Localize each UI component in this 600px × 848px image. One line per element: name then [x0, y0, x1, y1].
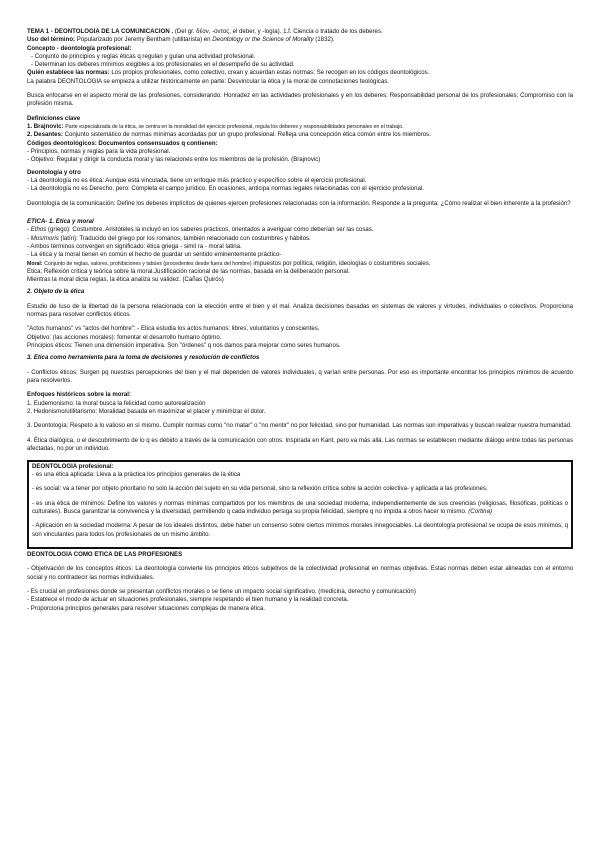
ethos-text: (griego): Costumbre. Aristóteles la incluyó en los saberes prácticos, orientados a averiguar cómo deberían ser las cosas.	[48, 226, 374, 234]
enfoque-item: 2. Hedonismo/utilitarismo: Moralidad basada en maximizar el placer y minimizar el dolor.	[27, 408, 266, 416]
uso-label: Uso del término:	[27, 36, 76, 44]
moral-text: impuestos por política, religión, ideologías o costumbres sociales.	[253, 259, 431, 267]
desantes-text: Conjunto sistemático de normas mínimas acordadas por un grupo profesional. Refleja una concepción ética común entre los miembros.	[64, 131, 431, 139]
objeto-heading: 2. Objeto de la ética	[27, 288, 85, 296]
herramienta-heading: 3. Ética como herramienta para la toma de decisiones y resolución de conflictos	[27, 354, 260, 362]
palabra-line: La palabra DEONTOLOGÍA se empieza a utilizar históricamente en parte: Desvincular la ética y la moral de connotaciones teológicas.	[27, 77, 389, 85]
uso-book: Deontology or the Science of Morality	[212, 36, 314, 44]
mos-line	[27, 235, 573, 243]
otro-item: - La deontología no es ética: Aunque está vinculada, tiene un enfoque más práctico y específico sobre el ejercicio profesional.	[27, 176, 367, 184]
codigos-item: - Principios, normas y reglas para la vida profesional.	[27, 148, 171, 156]
mos-text: (latín): Traducido del griego por los romanos, también relacionado con costumbres y hábitos.	[60, 234, 311, 242]
conflictos-paragraph: - Conflictos éticos: Surgen pq nuestras percepciones del bien y el mal dependen de valores individuales, q varían entre personas. Por eso es importante encontrar los principios mínimos de acuerdo para resolverlos.	[27, 368, 573, 385]
como-etica-item: - Es crucial en profesiones donde se presentan conflictos morales o se tiene un impacto social significativo. (medicina, derecho y comunicación)	[27, 588, 416, 596]
ethos-line	[27, 226, 573, 234]
busca-paragraph: Busca enfocarse en el aspecto moral de las profesiones, considerando: Honradez en las actividades profesionales y en los deberes; Responsabilidad personal de los profesionales; Compromiso con la profesión misma.	[27, 92, 573, 108]
box-heading: DEONTOLOGÍA profesional:	[32, 462, 114, 470]
como-etica-heading: DEONTOLOGÍA COMO ÉTICA DE LAS PROFESIONES	[27, 550, 183, 558]
definiciones-label: Definiciones clave	[27, 114, 81, 122]
etica-def-line: Ética: Reflexión crítica y teórica sobre la moral.Justificación racional de las normas, basada en la deliberación personal.	[27, 267, 350, 275]
brajnovic-line	[27, 123, 573, 131]
enfoques-label: Enfoques históricos sobre la moral:	[27, 391, 131, 399]
estudio-paragraph: Estudio de luso de la libertad de la persona relacionada con la elección entre el bien y el mal. Analiza decisiones basadas en sistemas de valores y virtudes, individuales o colectivos. Proporciona normas para resolver conflictos éticos.	[27, 302, 573, 319]
minimos-text: - es una ética de mínimos: Define los valores y normas mínimas compartidos por los miembros de una sociedad moderna, independientemente de sus creencias (religiosas, filosóficas, políticas o culturales). Busca garantizar la convivencia y la diversidad, permitiendo q cada individuo persiga su propia felicidad, siempre q no impida a otros hacer lo mismo.	[32, 499, 568, 515]
definition: 1.f. Ciencia o tratado de los deberes.	[283, 28, 383, 35]
otro-heading: Deontología y otro	[27, 168, 81, 176]
principios-line: Principios éticos: Tienen una dimensión imperativa. Son "órdenes" q nos damos para mejorar como seres humanos.	[27, 342, 341, 350]
uso-text: Popularizado por Jeremy Bentham (utilitarista) en	[76, 36, 211, 44]
moral-label: Moral:	[27, 260, 43, 267]
enfoque-item: 1. Eudemonismo: la moral busca la felicidad como autorealización	[27, 399, 206, 407]
mos-term: - Mos/moris	[27, 234, 59, 242]
etymology: (Del gr. δέον, -οντος, el deber, y -logía).	[174, 28, 282, 35]
concepto-item: - Conjunto de principios y reglas éticas q regulan y guían una actividad profesional.	[31, 52, 256, 60]
ethos-term: - Ethos	[27, 226, 47, 234]
codigos-label: Códigos deontológicos: Documentos consensuados q contienen:	[27, 139, 218, 147]
deontologia-item: 3. Deontología: Respeto a lo valioso en sí mismo. Cumplir normas como "no matar" o "no mentir" no por felicidad, sino por humanidad. Las normas son imperativas y buscan realizar nuestra humanidad.	[27, 422, 572, 430]
etica-moral-line: - La ética y la moral tienen en común el hecho de guardar un sentido eminentemente práctico-	[27, 251, 282, 259]
ambos-line: - Ambos términos convergen en significado: ética griega - simil ra - moral latina.	[27, 242, 242, 250]
moral-small: Conjunto de reglas, valores, prohibiciones y tabúes (procedentes desde fuera del hombre)	[44, 260, 252, 267]
box-item-social: - es social: va a tener por objeto prioritario no solo la acción del sujeto en su vida personal, sino la reflexión crítica sobre la acción colectiva- y aplicada a las profesiones.	[32, 485, 488, 493]
box-item-minimos	[32, 500, 568, 517]
objetivo-line: Objetivo: (las acciones morales): fomentar el desarrollo humano óptimo.	[27, 333, 222, 341]
como-etica-item: - Objetivación de los conceptos éticos: La deontología convierte los principios éticos subjetivos de la colectividad profesional en normas objetivas. Estas normas deben estar alineadas con el entorno social y no contradecir las normas individuales.	[27, 565, 573, 581]
comunicacion-paragraph: Deontología de la comunicación: Define los deberes implícitos de quienes ejercen profesiones relacionadas con la información. Responde a la pregunta: ¿Cómo realizar el bien inherente a la profesión?	[27, 199, 571, 207]
concepto-label: Concepto - deontología profesional:	[27, 44, 132, 52]
minimos-cite: (Cortina)	[468, 507, 492, 515]
mientras-line: Mientras la moral dicta reglas, la ética analiza su validez. (Cañas Quirós)	[27, 276, 224, 284]
quien-label: Quién establece las normas:	[27, 69, 110, 77]
quien-text: Los propios profesionales, como colectivo, crean y acuerdan estas normas; Se recogen en los códigos deontológicos.	[111, 69, 430, 77]
doc-title: TEMA 1 - DEONTOLOGÍA DE LA COMUNICACIÓN .	[27, 28, 174, 35]
box-item-aplicacion: - Aplicación en la sociedad moderna: A pesar de los ideales distintos, debe haber un consenso sobre ciertos mínimos morales innegociables. La deontología profesional se ocupa de esos mínimos, q son vinculantes para todos los profesionales de un mismo ámbito.	[32, 522, 568, 538]
dialogica-item: 4. Ética dialógica, o el descubrimiento de lo q es debido a través de la comunicación con otros. Inspirada en Kant, pero va más allá. Las normas se establecen mediante diálogo entre todas las personas afectadas, no por un individuo.	[27, 436, 573, 453]
como-etica-item: - Proporciona principios generales para resolver situaciones complejas de manera ética.	[27, 604, 266, 612]
desantes-label: 2. Desantes:	[27, 131, 63, 139]
doc-title-line	[27, 28, 573, 36]
moral-line	[27, 260, 573, 268]
desantes-line	[27, 131, 573, 139]
como-etica-item: - Establece el modo de actuar en situaciones profesionales, siempre respetando el bien humano y la realidad concreta.	[27, 596, 349, 604]
uso-line	[27, 36, 573, 44]
concepto-item: - Determinan los deberes mínimos exigibles a los profesionales en el desempeño de su actividad.	[31, 61, 295, 69]
uso-year: (1832).	[315, 36, 335, 44]
actos-line: "Actos humanos" vs "actos del hombre": - Ética estudia los actos humanos: libres, voluntarios y conscientes.	[27, 325, 320, 333]
deontologia-profesional-box	[27, 460, 573, 549]
codigos-item: - Objetivo: Regular y dirigir la conducta moral y las relaciones entre los miembros de la profesión. (Brajnovic)	[27, 156, 321, 164]
etica-heading: ÉTICA- 1. Ética y moral	[27, 218, 94, 226]
otro-item: - La deontología no es Derecho, pero: Completa el campo jurídico. En ocasiones, anticipa normas legales relacionadas con el ejercicio profesional.	[27, 185, 424, 193]
box-item-aplicada: - es una ética aplicada: Lleva a la práctica los principios generales de la ética	[32, 470, 241, 478]
quien-line	[27, 69, 573, 77]
brajnovic-label: 1. Brajnovic:	[27, 123, 64, 131]
brajnovic-text: Parte especializada de la ética, se centra en la moralidad del ejercicio profesional, regula los deberes y responsabilidades personales en el trabajo.	[65, 124, 404, 131]
